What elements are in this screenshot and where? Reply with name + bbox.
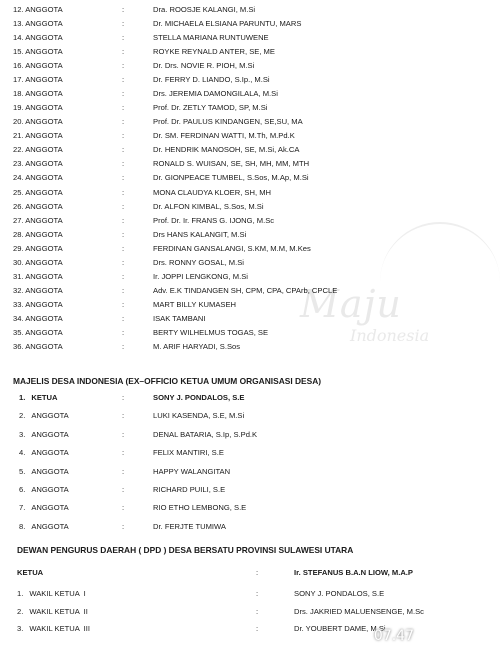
majelis-name: DENAL BATARIA, S.Ip, S.Pd.K	[153, 429, 258, 439]
member-number: 18. ANGGOTA	[13, 89, 63, 99]
majelis-separator: :	[122, 448, 125, 458]
member-separator: :	[122, 243, 125, 253]
member-number: 15. ANGGOTA	[13, 47, 63, 57]
member-number: 30. ANGGOTA	[13, 257, 63, 267]
majelis-role: ANGGOTA	[31, 411, 69, 421]
member-separator: :	[122, 173, 125, 183]
majelis-name: RIO ETHO LEMBONG, S.E	[153, 503, 247, 513]
majelis-number: 4.	[19, 448, 26, 458]
majelis-number: 3.	[19, 429, 26, 439]
majelis-name: RICHARD PUILI, S.E	[153, 485, 226, 494]
member-name: Adv. E.K TINDANGEN SH, CPM, CPA, CPArb, CPCLE	[153, 285, 338, 295]
member-separator: :	[122, 33, 125, 43]
member-name: Dr. ALFON KIMBAL, S.Sos, M.Si	[153, 201, 264, 211]
majelis-separator: :	[122, 503, 125, 513]
majelis-separator: :	[122, 466, 125, 476]
dpd-ketua-separator: :	[256, 568, 259, 577]
member-name: Drs HANS KALANGIT, M.Si	[153, 229, 247, 239]
member-number: 26. ANGGOTA	[13, 201, 63, 211]
watermark-arc	[380, 222, 500, 284]
majelis-name: HAPPY WALANGITAN	[153, 466, 231, 476]
majelis-separator: :	[122, 411, 125, 421]
member-separator: :	[122, 327, 125, 337]
majelis-number-role	[19, 391, 58, 405]
majelis-name: SONY J. PONDALOS, S.E	[153, 393, 245, 402]
majelis-number-role	[19, 409, 69, 423]
member-number: 32. ANGGOTA	[13, 285, 63, 295]
member-name: Prof. Dr. ZETLY TAMOD, SP, M.Si	[153, 103, 268, 113]
member-name: Dra. ROOSJE KALANGI, M.Si	[153, 5, 256, 14]
member-name: FERDINAN GANSALANGI, S.KM, M.M, M.Kes	[153, 243, 311, 253]
majelis-name: FELIX MANTIRI, S.E	[153, 448, 224, 458]
member-separator: :	[122, 61, 125, 71]
dpd-role: WAKIL KETUA I	[29, 589, 86, 598]
member-number: 19. ANGGOTA	[13, 103, 63, 113]
dpd-name: SONY J. PONDALOS, S.E	[294, 589, 385, 598]
member-number: 35. ANGGOTA	[13, 327, 63, 337]
member-number: 33. ANGGOTA	[13, 299, 63, 309]
member-name: Dr. GIONPEACE TUMBEL, S.Sos, M.Ap, M.Si	[153, 173, 309, 183]
member-name: Drs. JEREMIA DAMONGILALA, M.Si	[153, 89, 278, 99]
dpd-number: 2.	[17, 606, 24, 616]
majelis-heading: MAJELIS DESA INDONESIA (EX–OFFICIO KETUA UMUM ORGANISASI DESA)	[13, 376, 322, 386]
member-number: 27. ANGGOTA	[13, 215, 63, 225]
majelis-role: KETUA	[31, 393, 58, 402]
dpd-role: WAKIL KETUA II	[29, 606, 88, 616]
watermark-sub-text: Indonesia	[350, 326, 430, 345]
majelis-role: ANGGOTA	[31, 429, 69, 439]
majelis-role: ANGGOTA	[31, 466, 69, 476]
video-timestamp: 07.47	[373, 628, 414, 644]
dpd-ketua-name: Ir. STEFANUS B.A.N LIOW, M.A.P	[294, 568, 413, 577]
member-number: 20. ANGGOTA	[13, 117, 63, 127]
dpd-number-role	[17, 622, 90, 636]
majelis-separator: :	[122, 393, 125, 402]
majelis-number-role	[19, 428, 69, 442]
member-separator: :	[122, 229, 125, 239]
member-name: Prof. Dr. PAULUS KINDANGEN, SE,SU, MA	[153, 117, 303, 127]
majelis-number: 1.	[19, 393, 26, 402]
member-name: MART BILLY KUMASEH	[153, 299, 236, 309]
member-separator: :	[122, 5, 125, 14]
dpd-number: 3.	[17, 624, 24, 633]
dpd-name: Drs. JAKRIED MALUENSENGE, M.Sc	[294, 606, 424, 616]
member-name: Dr. SM. FERDINAN WATTI, M.Th, M.Pd.K	[153, 131, 295, 141]
watermark-main-text: Maju	[300, 282, 402, 326]
member-separator: :	[122, 285, 125, 295]
majelis-role: ANGGOTA	[31, 485, 69, 494]
dpd-separator: :	[256, 624, 259, 633]
majelis-number-role	[19, 483, 69, 497]
member-name: Drs. RONNY GOSAL, M.Si	[153, 257, 244, 267]
majelis-number: 6.	[19, 485, 26, 494]
majelis-role: ANGGOTA	[31, 448, 69, 458]
majelis-role: ANGGOTA	[31, 503, 69, 513]
member-name: MONA CLAUDYA KLOER, SH, MH	[153, 187, 272, 197]
majelis-number: 5.	[19, 466, 26, 476]
member-separator: :	[122, 47, 125, 57]
member-name: Dr. MICHAELA ELSIANA PARUNTU, MARS	[153, 19, 302, 29]
majelis-number-role	[19, 520, 69, 534]
member-separator: :	[122, 103, 125, 113]
member-number: 36. ANGGOTA	[13, 341, 63, 351]
member-separator: :	[122, 187, 125, 197]
majelis-number: 7.	[19, 503, 26, 513]
member-number: 25. ANGGOTA	[13, 187, 63, 197]
member-number: 31. ANGGOTA	[13, 271, 63, 281]
dpd-number: 1.	[17, 589, 24, 598]
dpd-separator: :	[256, 606, 259, 616]
member-separator: :	[122, 271, 125, 281]
member-number: 34. ANGGOTA	[13, 313, 63, 323]
member-number: 12. ANGGOTA	[13, 5, 63, 14]
dpd-name: Dr. YOUBERT DAME, M.Si	[294, 624, 386, 633]
majelis-number-role	[19, 465, 69, 479]
member-number: 21. ANGGOTA	[13, 131, 63, 141]
majelis-number-role	[19, 446, 69, 460]
member-number: 13. ANGGOTA	[13, 19, 63, 29]
member-separator: :	[122, 131, 125, 141]
member-separator: :	[122, 201, 125, 211]
member-number: 24. ANGGOTA	[13, 173, 63, 183]
member-separator: :	[122, 89, 125, 99]
member-number: 16. ANGGOTA	[13, 61, 63, 71]
member-name: Dr. FERRY D. LIANDO, S.Ip., M.Si	[153, 75, 270, 85]
majelis-separator: :	[122, 429, 125, 439]
member-name: Dr. HENDRIK MANOSOH, SE, M.Si, Ak.CA	[153, 145, 300, 155]
member-separator: :	[122, 215, 125, 225]
member-number: 23. ANGGOTA	[13, 159, 63, 169]
member-separator: :	[122, 341, 125, 351]
member-number: 22. ANGGOTA	[13, 145, 63, 155]
member-name: ROYKE REYNALD ANTER, SE, ME	[153, 47, 275, 57]
member-name: Prof. Dr. Ir. FRANS G. IJONG, M.Sc	[153, 215, 275, 225]
member-name: BERTY WILHELMUS TOGAS, SE	[153, 327, 269, 337]
member-name: ISAK TAMBANI	[153, 313, 206, 323]
dpd-separator: :	[256, 589, 259, 598]
member-number: 29. ANGGOTA	[13, 243, 63, 253]
member-separator: :	[122, 145, 125, 155]
member-separator: :	[122, 313, 125, 323]
member-number: 14. ANGGOTA	[13, 33, 63, 43]
majelis-separator: :	[122, 485, 125, 494]
member-separator: :	[122, 75, 125, 85]
member-number: 17. ANGGOTA	[13, 75, 63, 85]
dpd-heading: DEWAN PENGURUS DAERAH ( DPD ) DESA BERSATU PROVINSI SULAWESI UTARA	[17, 545, 354, 555]
member-separator: :	[122, 117, 125, 127]
member-name: Ir. JOPPI LENGKONG, M.Si	[153, 271, 248, 281]
majelis-separator: :	[122, 521, 125, 531]
majelis-role: ANGGOTA	[31, 521, 69, 531]
majelis-name: LUKI KASENDA, S.E, M.Si	[153, 411, 245, 421]
dpd-role: WAKIL KETUA III	[29, 624, 90, 633]
member-name: Dr. Drs. NOVIE R. PIOH, M.Si	[153, 61, 255, 71]
majelis-name: Dr. FERJTE TUMIWA	[153, 521, 226, 531]
dpd-ketua-role: KETUA	[17, 568, 44, 577]
member-separator: :	[122, 299, 125, 309]
majelis-number: 2.	[19, 411, 26, 421]
dpd-number-role	[17, 587, 86, 601]
member-number: 28. ANGGOTA	[13, 229, 63, 239]
majelis-number-role	[19, 501, 69, 515]
member-separator: :	[122, 257, 125, 267]
member-name: M. ARIF HARYADI, S.Sos	[153, 341, 241, 351]
dpd-number-role	[17, 605, 88, 619]
member-name: RONALD S. WUISAN, SE, SH, MH, MM, MTH	[153, 159, 310, 169]
member-separator: :	[122, 19, 125, 29]
majelis-number: 8.	[19, 521, 26, 531]
member-separator: :	[122, 159, 125, 169]
member-name: STELLA MARIANA RUNTUWENE	[153, 33, 269, 43]
